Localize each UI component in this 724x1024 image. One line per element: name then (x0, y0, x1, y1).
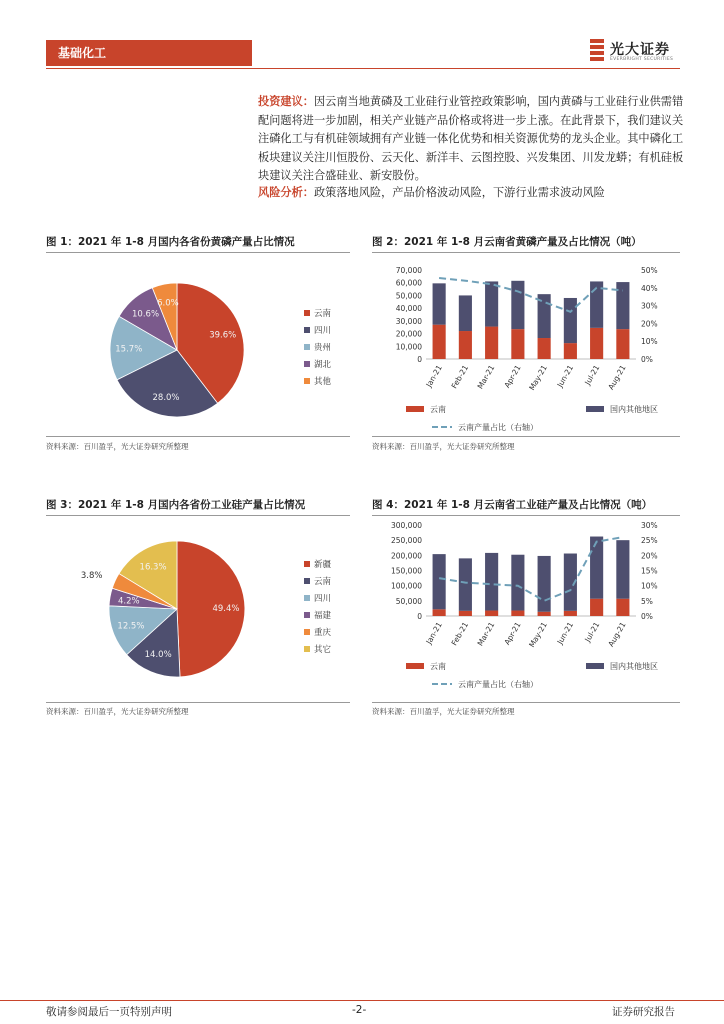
section-tag: 基础化工 (46, 40, 252, 66)
footer-rule (0, 1000, 724, 1001)
legend-swatch (304, 361, 310, 367)
figure-3-source: 资料来源：百川盈孚，光大证券研究所整理 (46, 707, 189, 716)
figure-3-title: 图 3：2021 年 1-8 月国内各省份工业硅产量占比情况 (46, 499, 306, 511)
bar-series-0 (538, 338, 551, 359)
figure-2-title: 图 2：2021 年 1-8 月云南省黄磷产量及占比情况（吨） (372, 236, 642, 248)
legend-swatch (304, 612, 310, 618)
figure-3-pie-chart (46, 519, 350, 702)
y2-axis-tick: 0% (641, 355, 653, 364)
brand-name: 光大证券 (610, 42, 670, 58)
y2-axis-tick: 15% (641, 566, 658, 576)
legend-label: 四川 (314, 326, 332, 336)
header-rule (46, 68, 680, 69)
legend-label: 福建 (314, 611, 332, 621)
brand-name-en: EVERBRIGHT SECURITIES (610, 57, 674, 62)
y-axis-tick: 50,000 (395, 596, 422, 606)
legend-label: 重庆 (314, 628, 332, 638)
advice-label: 投资建议： (258, 95, 314, 108)
y-axis-tick: 60,000 (395, 278, 422, 288)
bar-series-1 (459, 295, 472, 331)
x-axis-tick: Apr-21 (502, 363, 523, 390)
bar-series-0 (564, 611, 577, 616)
risk-paragraph (258, 184, 694, 203)
figure-3-source-rule (46, 702, 350, 703)
bar-series-0 (485, 327, 498, 359)
bar-series-1 (564, 298, 577, 343)
figure-4-source: 资料来源：百川盈孚，光大证券研究所整理 (372, 707, 515, 716)
x-axis-tick: Jul-21 (582, 620, 602, 644)
legend-swatch (304, 595, 310, 601)
figure-2-bar-chart (372, 256, 680, 436)
legend-swatch (304, 578, 310, 584)
figure-2-source-rule (372, 436, 680, 437)
y2-axis-tick: 20% (641, 319, 658, 329)
bar-series-1 (433, 554, 446, 609)
figure-1-title: 图 1：2021 年 1-8 月国内各省份黄磷产量占比情况 (46, 236, 295, 248)
figure-3-rule (46, 515, 350, 516)
bar-series-0 (616, 599, 629, 616)
legend-label: 国内其他地区 (610, 662, 658, 671)
pie-slice-label: 39.6% (209, 330, 237, 341)
y2-axis-tick: 50% (641, 266, 658, 275)
bar-series-1 (485, 553, 498, 611)
bar-series-0 (459, 331, 472, 359)
page-number: -2- (352, 1004, 367, 1016)
bar-series-0 (590, 328, 603, 359)
x-axis-tick: Mar-21 (475, 363, 497, 391)
x-axis-tick: May-21 (527, 363, 549, 392)
y2-axis-tick: 30% (641, 521, 658, 530)
pie-slice-label: 15.7% (115, 344, 143, 355)
brand-logo (588, 38, 682, 66)
x-axis-tick: Jun-21 (555, 363, 576, 389)
x-axis-tick: Feb-21 (449, 363, 471, 391)
legend-swatch (304, 310, 310, 316)
legend-label: 云南 (430, 662, 446, 671)
y2-axis-tick: 20% (641, 551, 658, 561)
pie-slice-label: 16.3% (139, 562, 167, 573)
legend-swatch (304, 646, 310, 652)
advice-paragraph (258, 93, 694, 186)
pie-slice-label: 12.5% (117, 621, 145, 632)
legend-swatch-series-1 (586, 406, 604, 412)
y2-axis-tick: 30% (641, 301, 658, 311)
legend-swatch-series-1 (586, 663, 604, 669)
legend-label: 其它 (314, 645, 332, 655)
bar-series-0 (459, 611, 472, 616)
footer-report-type: 证券研究报告 (612, 1006, 675, 1018)
bar-series-1 (538, 556, 551, 612)
legend-label: 四川 (314, 594, 332, 604)
legend-label: 国内其他地区 (610, 405, 658, 414)
x-axis-tick: Aug-21 (606, 363, 628, 392)
bar-series-1 (511, 555, 524, 611)
legend-swatch-series-0 (406, 406, 424, 412)
pie-slice-label: 14.0% (144, 650, 172, 661)
risk-text: 政策落地风险，产品价格波动风险，下游行业需求波动风险 (313, 186, 605, 199)
figure-4-source-rule (372, 702, 680, 703)
legend-swatch (304, 561, 310, 567)
bar-series-0 (433, 609, 446, 616)
bar-series-0 (564, 343, 577, 359)
legend-swatch (304, 327, 310, 333)
figure-2-rule (372, 252, 680, 253)
pie-slice-label: 10.6% (132, 309, 160, 320)
bar-series-0 (433, 325, 446, 359)
x-axis-tick: Apr-21 (502, 620, 523, 647)
x-axis-tick: Jan-21 (424, 620, 444, 646)
pie-slice-label: 4.2% (118, 596, 140, 607)
y2-axis-tick: 5% (641, 596, 653, 606)
y-axis-tick: 0 (417, 612, 422, 621)
x-axis-tick: Jul-21 (582, 363, 602, 387)
y2-axis-tick: 0% (641, 612, 653, 621)
bar-series-1 (459, 558, 472, 610)
y-axis-tick: 10,000 (395, 342, 422, 352)
legend-label: 云南 (314, 577, 332, 587)
x-axis-tick: Feb-21 (449, 620, 471, 648)
bar-series-0 (485, 611, 498, 616)
pie-slice-label: 6.0% (157, 298, 179, 309)
x-axis-tick: Jun-21 (555, 620, 576, 646)
figure-4-title: 图 4：2021 年 1-8 月云南省工业硅产量及占比情况（吨） (372, 499, 653, 511)
y-axis-tick: 50,000 (395, 291, 422, 301)
legend-label: 湖北 (314, 360, 332, 370)
y2-axis-tick: 40% (641, 283, 658, 293)
y-axis-tick: 70,000 (395, 266, 422, 275)
x-axis-tick: Jan-21 (424, 363, 444, 389)
figure-2-source: 资料来源：百川盈孚，光大证券研究所整理 (372, 442, 515, 451)
advice-text: 因云南当地黄磷及工业硅行业管控政策影响，国内黄磷与工业硅行业供需错配问题将进一步加剧，相关产业链产品价格或将进一步上涨。在此背景下，我们建议关注磷化工与有机硅领域拥有产业链一体化优势和相关资源优势的龙头企业。其中磷化工板块建议关注川恒股份、云天化、新洋丰、云图控股、兴发集团、川发龙蟒；有机硅板块建议关注合盛硅业、新安股份。 (258, 95, 684, 182)
legend-label: 云南 (430, 405, 446, 414)
figure-1-pie-chart (46, 256, 350, 436)
legend-label: 贵州 (314, 343, 332, 353)
bar-series-0 (616, 329, 629, 359)
y-axis-tick: 300,000 (390, 521, 422, 530)
legend-swatch-series-0 (406, 663, 424, 669)
brand-logo-icon (588, 38, 606, 62)
y-axis-tick: 200,000 (390, 551, 422, 561)
bar-series-1 (590, 537, 603, 599)
y-axis-tick: 20,000 (395, 329, 422, 339)
figure-4-bar-chart (372, 519, 680, 702)
bar-series-1 (485, 281, 498, 326)
x-axis-tick: Aug-21 (606, 620, 628, 649)
x-axis-tick: May-21 (527, 620, 549, 649)
legend-label: 云南产量占比（右轴） (458, 680, 538, 689)
legend-label: 其他 (314, 377, 332, 387)
footer-disclaimer: 敬请参阅最后一页特别声明 (46, 1006, 172, 1018)
legend-label: 云南产量占比（右轴） (458, 423, 538, 432)
bar-series-0 (538, 612, 551, 616)
legend-swatch (304, 344, 310, 350)
figure-1-source: 资料来源：百川盈孚，光大证券研究所整理 (46, 442, 189, 451)
y2-axis-tick: 25% (641, 536, 658, 546)
legend-swatch (304, 629, 310, 635)
pie-slice-label: 3.8% (80, 570, 103, 581)
y-axis-tick: 30,000 (395, 316, 422, 326)
bar-series-1 (616, 540, 629, 599)
y-axis-tick: 150,000 (390, 566, 422, 576)
x-axis-tick: Mar-21 (475, 620, 497, 648)
pie-slice-label: 28.0% (152, 392, 180, 403)
bar-series-0 (590, 599, 603, 616)
bar-series-0 (511, 611, 524, 616)
y-axis-tick: 0 (417, 355, 422, 364)
bar-series-1 (433, 283, 446, 324)
y2-axis-tick: 10% (641, 581, 658, 591)
bar-series-0 (511, 329, 524, 359)
y-axis-tick: 250,000 (390, 536, 422, 546)
risk-label: 风险分析： (258, 186, 314, 199)
legend-swatch (304, 378, 310, 384)
figure-1-source-rule (46, 436, 350, 437)
legend-label: 云南 (314, 309, 332, 319)
y2-axis-tick: 10% (641, 337, 658, 347)
figure-4-rule (372, 515, 680, 516)
y-axis-tick: 40,000 (395, 304, 422, 314)
pie-slice-label: 49.4% (212, 603, 240, 614)
y-axis-tick: 100,000 (390, 581, 422, 591)
legend-label: 新疆 (314, 560, 332, 570)
figure-1-rule (46, 252, 350, 253)
bar-series-1 (511, 281, 524, 329)
